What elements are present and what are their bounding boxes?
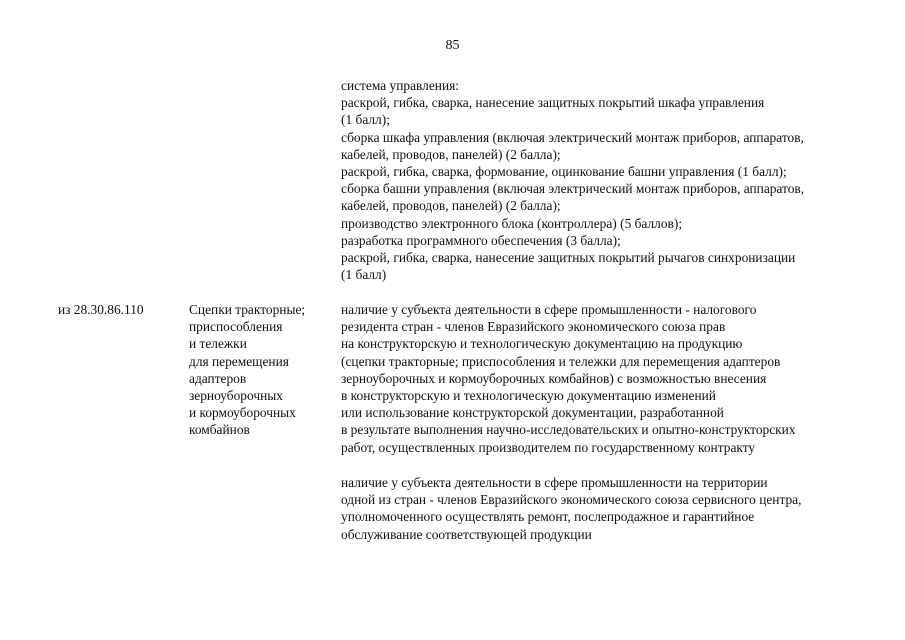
text-line: (1 балл); [341, 112, 390, 128]
text-line: кабелей, проводов, панелей) (2 балла); [341, 146, 561, 162]
text-line: раскрой, гибка, сварка, нанесение защитных покрытий шкафа управления [341, 95, 765, 111]
text-line: уполномоченного осуществлять ремонт, послепродажное и гарантийное [341, 509, 755, 525]
text-line: наличие у субъекта деятельности в сфере промышленности на территории [341, 475, 768, 490]
text-line: (1 балл) [341, 267, 387, 283]
text-line: зерноуборочных и кормоуборочных комбайнов) с возможностью внесения [341, 370, 767, 386]
text-line: для перемещения [189, 353, 289, 369]
continuation-block [341, 77, 804, 283]
text-line: обслуживание соответствующей продукции [341, 526, 592, 542]
requirement-paragraph-2 [341, 474, 801, 543]
text-line: адаптеров [189, 370, 247, 386]
text-line: и кормоуборочных [189, 405, 296, 421]
text-line: Сцепки тракторные; [189, 302, 306, 317]
text-line: приспособления [189, 319, 283, 335]
text-line: в результате выполнения научно-исследовательских и опытно-конструкторских [341, 422, 796, 438]
text-line: зерноуборочных [189, 388, 283, 404]
text-line: раскрой, гибка, сварка, нанесение защитных покрытий рычагов синхронизации [341, 250, 796, 266]
text-line: в конструкторскую и технологическую документацию изменений [341, 388, 716, 404]
product-code: из 28.30.86.110 [58, 302, 144, 317]
text-line: (сцепки тракторные; приспособления и тележки для перемещения адаптеров [341, 353, 781, 369]
text-line: и тележки [189, 336, 247, 352]
text-line: раскрой, гибка, сварка, формование, оцинкование башни управления (1 балл); [341, 164, 787, 180]
text-line: резидента стран - членов Евразийского экономического союза прав [341, 319, 726, 335]
text-line: комбайнов [189, 422, 250, 438]
text-line: сборка башни управления (включая электрический монтаж приборов, аппаратов, [341, 181, 805, 197]
text-line: разработка программного обеспечения (3 балла); [341, 232, 621, 248]
text-line: наличие у субъекта деятельности в сфере промышленности - налогового [341, 302, 757, 317]
page-number: 85 [445, 38, 460, 53]
requirement-paragraph-1 [341, 301, 796, 456]
text-line: на конструкторскую и технологическую документацию на продукцию [341, 336, 743, 352]
text-line: работ, осуществленных производителем по государственному контракту [341, 439, 756, 455]
text-line: кабелей, проводов, панелей) (2 балла); [341, 198, 561, 214]
text-line: производство электронного блока (контроллера) (5 баллов); [341, 215, 683, 231]
product-name [189, 301, 305, 439]
text-line: одной из стран - членов Евразийского экономического союза сервисного центра, [341, 492, 802, 508]
text-line: система управления: [341, 78, 460, 93]
text-line: сборка шкафа управления (включая электрический монтаж приборов, аппаратов, [341, 129, 804, 145]
text-line: или использование конструкторской документации, разработанной [341, 405, 724, 421]
